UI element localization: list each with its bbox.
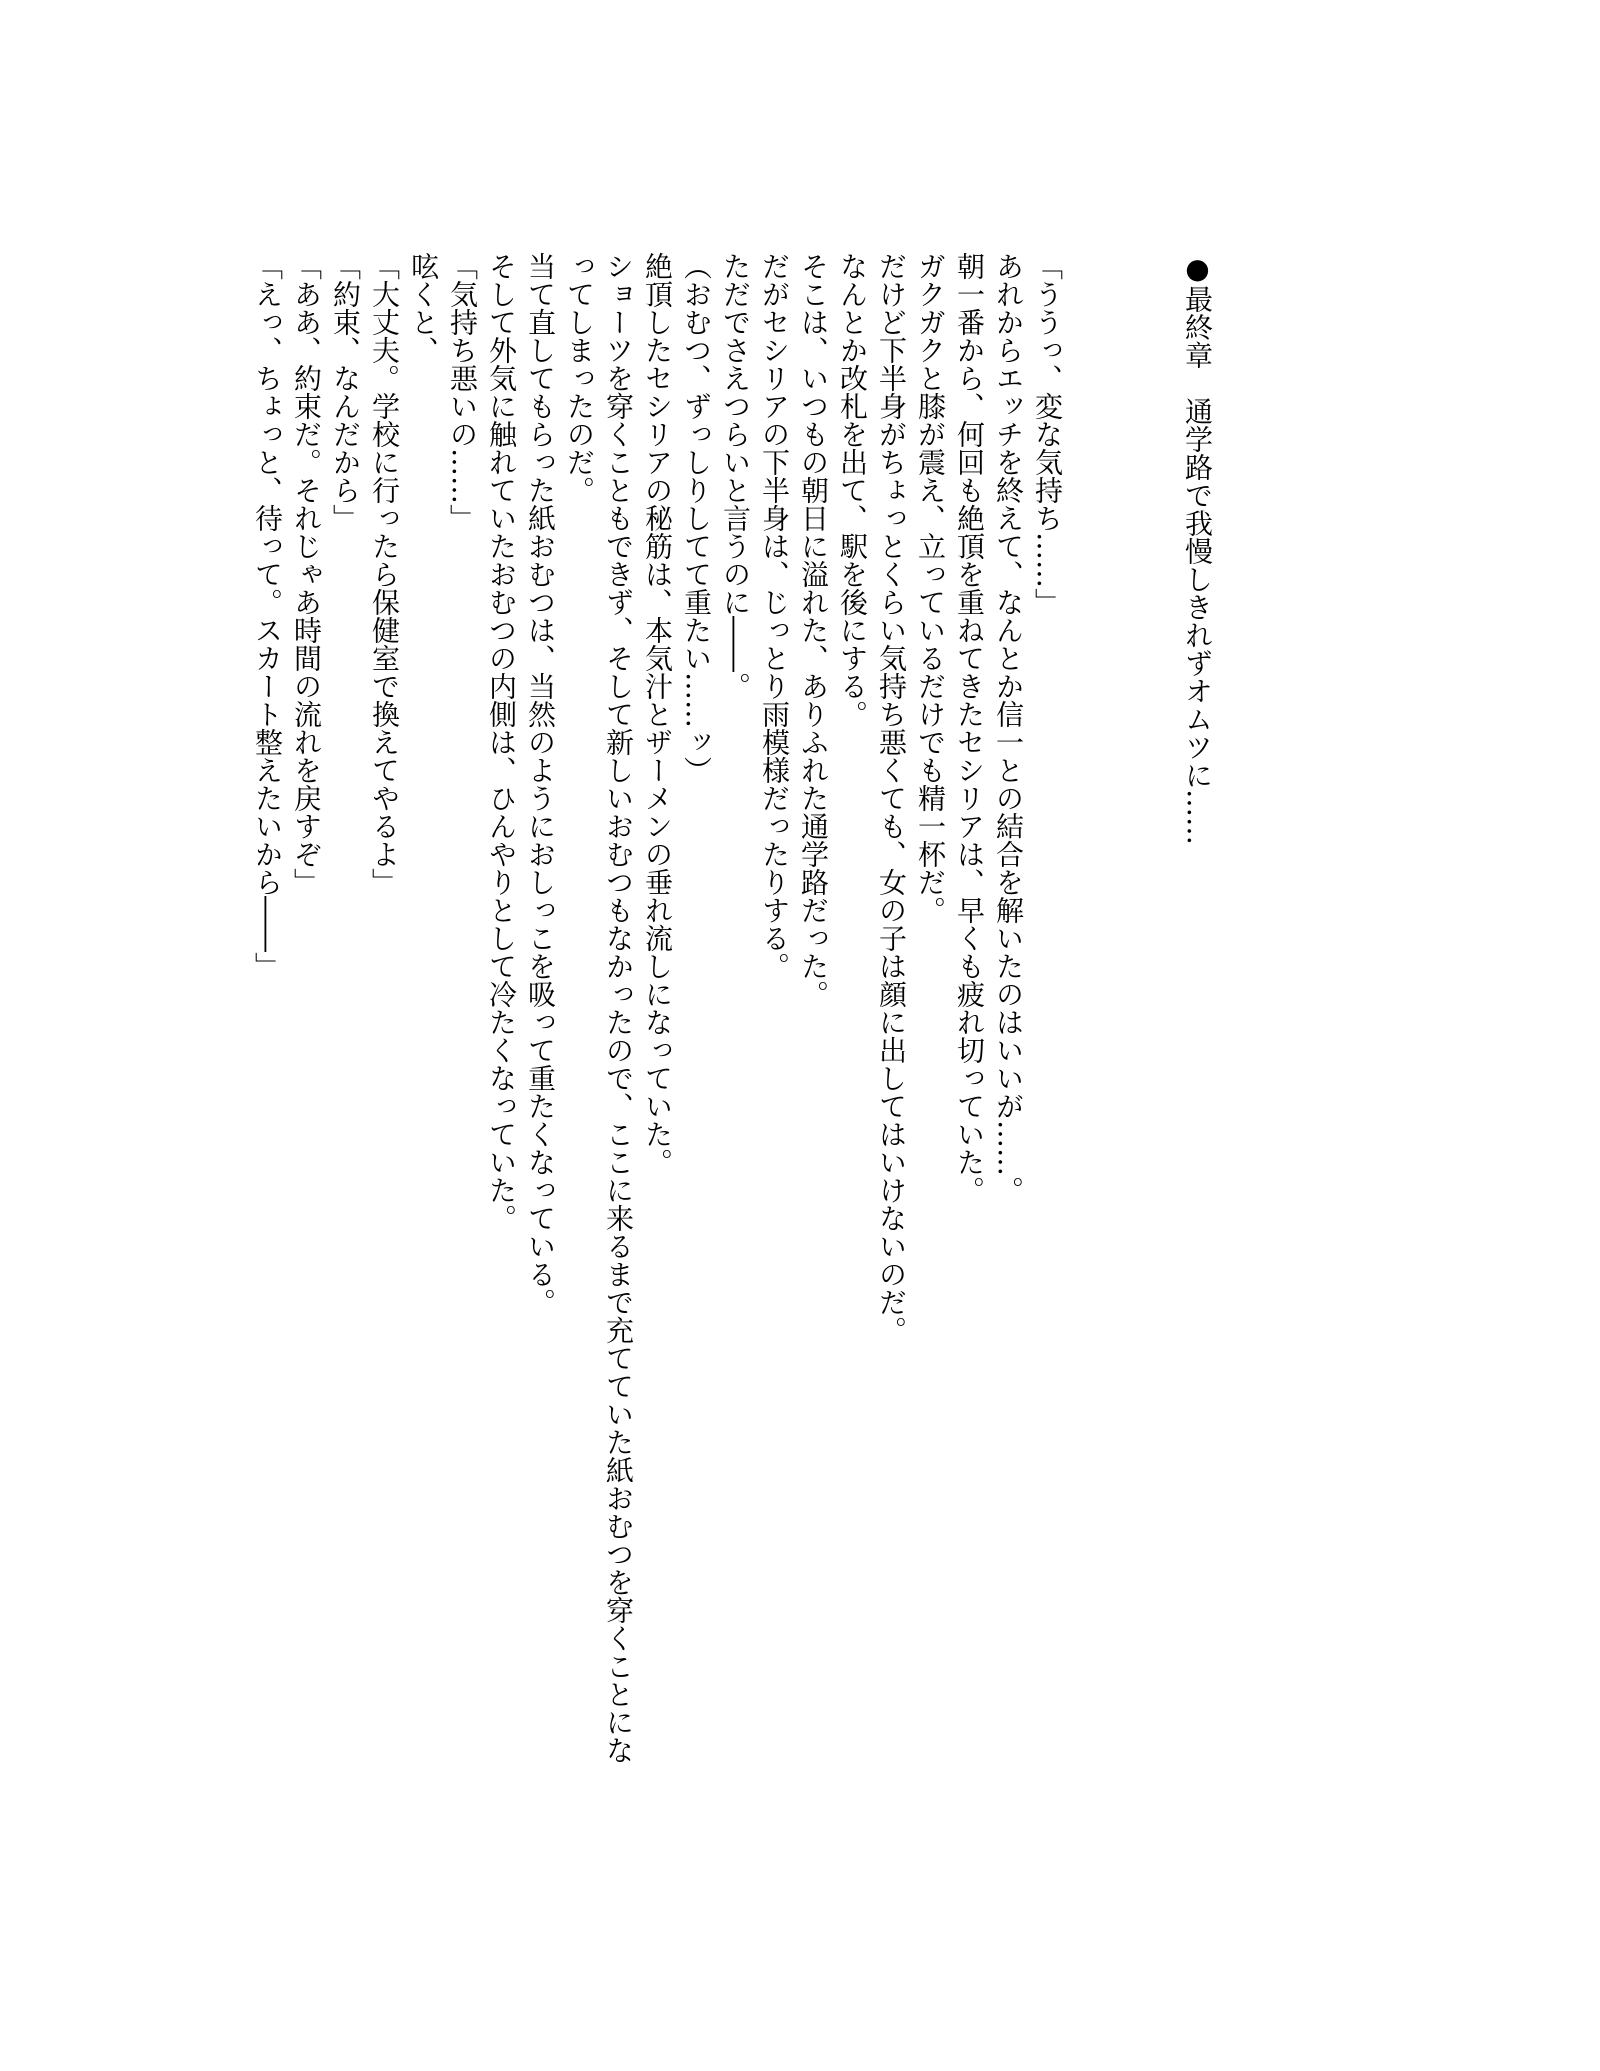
text-line: 朝一番から、何回も絶頂を重ねてきたセシリアは、早くも疲れ切っていた。 bbox=[953, 252, 986, 1204]
text-line: そして外気に触れていたおむつの内側は、ひんやりとして冷たくなっていた。 bbox=[485, 252, 518, 1232]
text-line: なんとか改札を出て、駅を後にする。 bbox=[836, 252, 869, 728]
text-line: だけど下半身がちょっとくらい気持ち悪くても、女の子は顔に出してはいけないのだ。 bbox=[875, 252, 908, 1344]
text-line: だがセシリアの下半身は、じっとり雨模様だったりする。 bbox=[758, 252, 791, 980]
chapter-heading: ●最終章 通学路で我慢しきれずオムツに…… bbox=[1181, 252, 1214, 845]
text-line: あれからエッチを終えて、なんとか信一との結合を解いたのはいいが……。 bbox=[992, 252, 1025, 1204]
text-line: 「ううっ、変な気持ち……」 bbox=[1031, 252, 1064, 616]
vertical-text-block bbox=[248, 252, 1217, 1812]
text-line: 「えっ、ちょっと、待って。スカート整えたいから――」 bbox=[251, 252, 284, 980]
text-line: （おむつ、ずっしりしてて重たい……ッ） bbox=[680, 252, 713, 784]
text-line: ガクガクと膝が震え、立っているだけでも精一杯だ。 bbox=[914, 252, 947, 924]
text-line: 当て直してもらった紙おむつは、当然のようにおしっこを吸って重たくなっている。 bbox=[524, 252, 557, 1316]
text-line: 絶頂したセシリアの秘筋は、本気汁とザーメンの垂れ流しになっていた。 bbox=[641, 252, 674, 1176]
text-line: 「気持ち悪いの……」 bbox=[446, 252, 479, 532]
text-line: そこは、いつもの朝日に溢れた、ありふれた通学路だった。 bbox=[797, 252, 830, 1008]
text-line: ただでさえつらいと言うのに――。 bbox=[719, 252, 752, 700]
text-line: ってしまったのだ。 bbox=[563, 252, 596, 504]
text-line: 「約束、なんだから」 bbox=[329, 252, 362, 532]
text-line: 呟くと、 bbox=[407, 252, 440, 364]
text-line: 「大丈夫。学校に行ったら保健室で換えてやるよ」 bbox=[368, 252, 401, 896]
text-line: ショーツを穿くこともできず、そして新しいおむつもなかったので、ここに来るまで充てていた紙おむつを穿くことにな bbox=[602, 252, 635, 1764]
text-line: 「ああ、約束だ。それじゃあ時間の流れを戻すぞ」 bbox=[290, 252, 323, 896]
